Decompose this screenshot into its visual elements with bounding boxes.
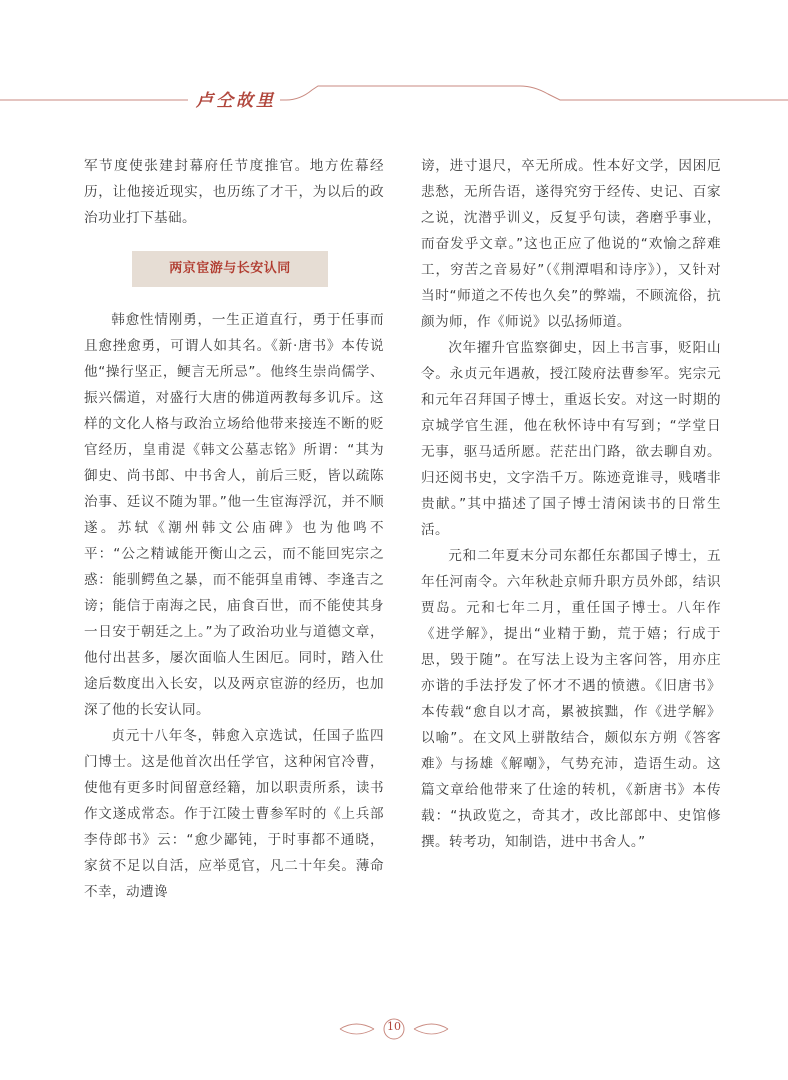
right-paragraph-2: 元和二年夏末分司东都任东都国子博士，五年任河南令。六年秋赴京师升职方员外郎，结识贾岛。元和七年二月，重任国子博士。八年作《进学解》，提出“业精于勤，荒于嬉；行成于思，毁于随”。在写法上设为主客问答，用亦庄亦谐的手法抒发了怀才不遇的愤懑。《旧唐书》本传载“愈自以才高，累被摈黜，作《进学解》以喻”。在文风上骈散结合，颇似东方朔《答客难》与扬雄《解嘲》，气势充沛，造语生动。这篇文章给他带来了仕途的转机，《新唐书》本传载：“执政览之，奇其才，改比部郎中、史馆修撰。转考功，知制诰，进中书舍人。” [421,548,721,850]
left-paragraph-2: 贞元十八年冬，韩愈入京选试，任国子监四门博士。这是他首次出任学官，这种闲官冷曹，使他有更多时间留意经籍，加以职责所系，读书作文遂成常态。作于江陵士曹参军时的《上兵部李侍郎书》云：“愈少鄙钝，于时事都不通晓，家贫不足以自活，应举觅官，凡二十年矣。薄命不幸，动遭谗 [84,728,384,900]
left-column [84,153,384,905]
right-column [421,153,721,855]
page-number: 10 [387,1020,401,1033]
left-paragraph-continuation: 军节度使张建封幕府任节度推官。地方佐幕经历，让他接近现实，也历练了才干，为以后的政治功业打下基础。 [84,158,384,226]
page-header [0,78,788,118]
right-paragraph-continuation: 谤，进寸退尺，卒无所成。性本好文学，因困厄悲愁，无所告语，遂得究穷于经传、史记、百家之说，沈潜乎训义，反复乎句读，砻磨乎事业，而奋发乎文章。”这也正应了他说的“欢愉之辞难工，穷苦之音易好”（《荆潭唱和诗序》），又针对当时“师道之不传也久矣”的弊端，不顾流俗，抗颜为师，作《师说》以弘扬师道。 [421,158,721,330]
header-title: 卢仝故里 [196,91,276,111]
header-ornament-line [0,78,788,118]
left-paragraph-1: 韩愈性情刚勇，一生正道直行，勇于任事而且愈挫愈勇，可谓人如其名。《新·唐书》本传说他“操行坚正，鲠言无所忌”。他终生崇尚儒学、振兴儒道，对盛行大唐的佛道两教每多讥斥。这样的文化人格与政治立场给他带来接连不断的贬官经历，皇甫湜《韩文公墓志铭》所谓：“其为御史、尚书郎、中书舍人，前后三贬，皆以疏陈治事、廷议不随为罪。”他一生宦海浮沉，并不顺遂。苏轼《潮州韩文公庙碑》也为他鸣不平：“公之精诚能开衡山之云，而不能回宪宗之惑：能驯鳄鱼之暴，而不能弭皇甫镈、李逢吉之谤；能信于南海之民，庙食百世，而不能使其身一日安于朝廷之上。”为了政治功业与道德文章，他付出甚多，屡次面临人生困厄。同时，踏入仕途后数度出入长安，以及两京宦游的经历，也加深了他的长安认同。 [84,312,384,718]
page-footer [334,1016,454,1042]
section-heading: 两京宦游与长安认同 [132,251,328,287]
right-paragraph-1: 次年擢升官监察御史，因上书言事，贬阳山令。永贞元年遇赦，授江陵府法曹参军。宪宗元和元年召拜国子博士，重返长安。对这一时期的京城学官生涯，他在秋怀诗中有写到；“学堂日无事，驱马适所愿。茫茫出门路，欲去聊自劝。归还阅书史，文字浩千万。陈迹竟谁寻，贱嗜非贵献。”其中描述了国子博士清闲读书的日常生活。 [421,340,721,538]
